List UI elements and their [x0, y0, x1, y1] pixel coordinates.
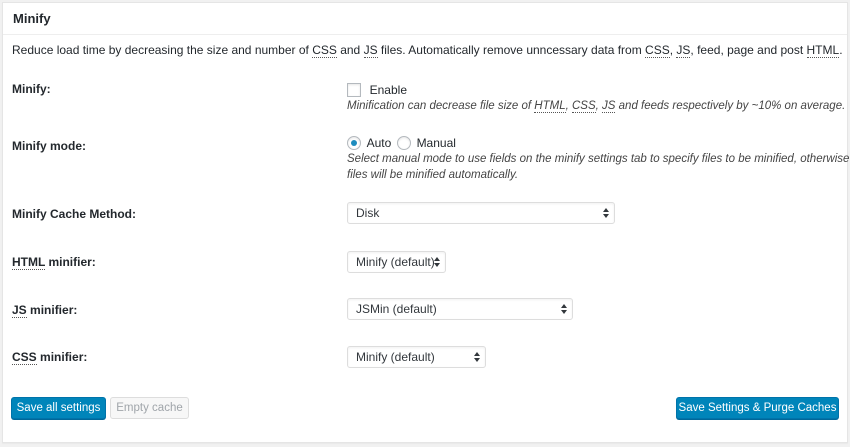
cache-method-value: Disk [356, 206, 380, 220]
html-minifier-label [12, 255, 96, 269]
panel-title: Minify [13, 11, 51, 26]
css-abbr: CSS [645, 43, 670, 57]
css-minifier-select[interactable] [347, 346, 486, 368]
intro-part: and [336, 43, 364, 57]
html-abbr: HTML [806, 43, 840, 57]
css-abbr: CSS [312, 43, 337, 57]
css-minifier-label [12, 350, 87, 364]
css-minifier-value: Minify (default) [356, 350, 435, 364]
minify-label: Minify: [12, 82, 51, 96]
minify-field [347, 81, 845, 114]
up-down-arrows-icon [473, 351, 481, 363]
label-rest: minifier: [45, 255, 96, 269]
intro-part: , [669, 43, 677, 57]
save-purge-caches-button[interactable]: Save Settings & Purge Caches [676, 397, 839, 419]
intro-part: . [839, 43, 843, 57]
up-down-arrows-icon [560, 303, 568, 315]
js-abbr: JS [602, 99, 616, 112]
minify-settings-panel [2, 2, 848, 443]
desc-part: , [565, 99, 572, 112]
up-down-arrows-icon [433, 256, 441, 268]
js-minifier-value: JSMin (default) [356, 302, 437, 316]
empty-cache-button[interactable]: Empty cache [110, 397, 189, 419]
up-down-arrows-icon [602, 207, 610, 219]
minify-mode-field [347, 134, 849, 183]
html-minifier-select[interactable] [347, 251, 446, 273]
js-abbr: JS [676, 43, 691, 57]
html-abbr: HTML [12, 255, 46, 269]
cache-method-label: Minify Cache Method: [12, 207, 137, 221]
minify-description [347, 98, 845, 114]
auto-label[interactable]: Auto [366, 135, 392, 150]
label-rest: minifier: [26, 303, 78, 317]
cache-method-select[interactable] [347, 202, 615, 224]
intro-part: , feed, page and post [690, 43, 807, 57]
js-abbr: JS [363, 43, 378, 57]
manual-radio[interactable] [397, 136, 411, 150]
html-minifier-value: Minify (default) [356, 255, 435, 269]
minify-mode-desc-line1: Select manual mode to use fields on the minify settings tab to specify files to be minified, otherwise [347, 152, 850, 165]
js-minifier-select[interactable] [347, 298, 573, 320]
minify-mode-label: Minify mode: [12, 139, 86, 153]
minify-enable-checkbox[interactable] [347, 83, 361, 97]
js-minifier-label [12, 303, 77, 317]
js-abbr: JS [12, 303, 27, 317]
desc-part: Minification can decrease file size of [347, 99, 535, 112]
minify-mode-desc-line2: files will be minified automatically. [347, 168, 519, 181]
desc-part: and feeds respectively by ~10% on average. [615, 99, 846, 112]
css-abbr: CSS [572, 99, 596, 112]
intro-part: files. Automatically remove unncessary data from [377, 43, 646, 57]
label-rest: minifier: [36, 350, 88, 364]
enable-label[interactable]: Enable [369, 82, 407, 97]
manual-label[interactable]: Manual [416, 135, 456, 150]
save-all-settings-button[interactable]: Save all settings [11, 397, 106, 419]
panel-header [3, 3, 847, 35]
desc-part: , [595, 99, 603, 112]
html-abbr: HTML [534, 99, 566, 112]
auto-radio[interactable] [347, 136, 361, 150]
css-abbr: CSS [12, 350, 37, 364]
intro-part: Reduce load time by decreasing the size and number of [12, 43, 313, 57]
intro-text [12, 43, 843, 57]
